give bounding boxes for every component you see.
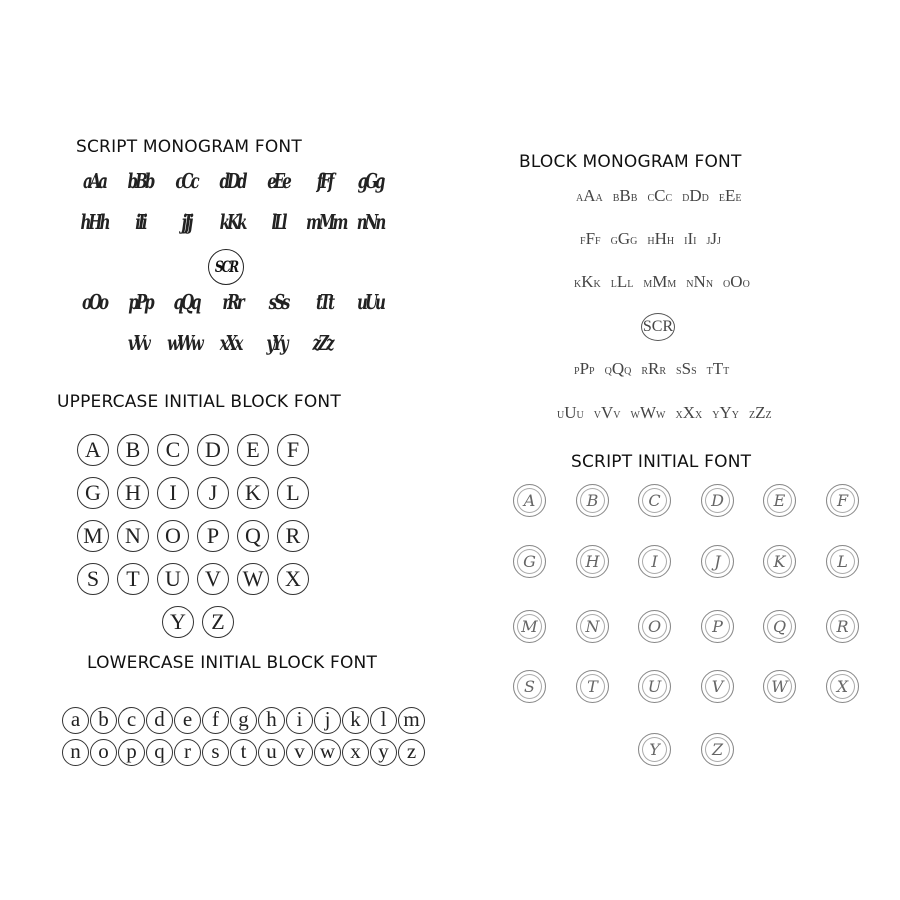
uppercase-letter-circle: X: [277, 563, 309, 595]
script-initial-circle: X: [826, 670, 859, 703]
block-monogram-glyph: [682, 186, 709, 206]
block-monogram-row: [580, 229, 721, 249]
script-initial-circle: A: [513, 484, 546, 517]
monogram-glyph: kKk: [219, 209, 245, 235]
block-monogram-letter: S: [681, 359, 692, 378]
script-initial-circle: O: [638, 610, 671, 643]
block-monogram-letter: H: [647, 236, 655, 247]
block-monogram-row: [576, 186, 741, 206]
uppercase-letter-circle: K: [237, 477, 269, 509]
lowercase-row: [62, 739, 425, 766]
script-monogram-title: SCRIPT MONOGRAM FONT: [76, 137, 302, 157]
block-monogram-letter: D: [701, 193, 709, 204]
monogram-glyph: rRr: [222, 289, 242, 315]
block-monogram-letter: J: [706, 236, 711, 247]
block-monogram-letter: B: [630, 193, 638, 204]
monogram-glyph: bBb: [127, 168, 153, 194]
uppercase-row: [77, 477, 309, 509]
script-initial-title: SCRIPT INITIAL FONT: [571, 452, 752, 472]
script-initial-circle: D: [701, 484, 734, 517]
block-monogram-letter: K: [593, 279, 601, 290]
lowercase-letter-circle: p: [118, 739, 145, 766]
monogram-glyph: cCc: [175, 168, 197, 194]
block-monogram-letter: R: [641, 366, 649, 377]
block-monogram-letter: I: [693, 236, 697, 247]
block-monogram-letter: P: [579, 359, 590, 378]
uppercase-letter-circle: Q: [237, 520, 269, 552]
monogram-glyph: jJj: [181, 209, 191, 235]
block-monogram-letter: V: [593, 410, 601, 421]
lowercase-letter-circle: c: [118, 707, 145, 734]
block-monogram-letter: T: [706, 366, 713, 377]
block-monogram-glyph: [686, 272, 713, 292]
uppercase-row: [162, 606, 234, 638]
block-monogram-letter: M: [643, 279, 653, 290]
block-monogram-letter: F: [580, 236, 586, 247]
block-monogram-glyph: [684, 229, 696, 249]
uppercase-row: [77, 520, 309, 552]
block-monogram-sample-circle: [641, 313, 675, 341]
block-monogram-glyph: [594, 403, 621, 423]
block-monogram-letter: S: [676, 366, 682, 377]
block-monogram-glyph: [647, 186, 672, 206]
block-monogram-letter: Y: [712, 410, 720, 421]
block-monogram-letter: D: [682, 193, 690, 204]
block-monogram-letter: R: [659, 366, 667, 377]
script-initial-circle: E: [763, 484, 796, 517]
uppercase-letter-circle: C: [157, 434, 189, 466]
block-monogram-letter: L: [627, 279, 634, 290]
monogram-glyph: sSs: [268, 289, 288, 315]
lowercase-block-title: LOWERCASE INITIAL BLOCK FONT: [87, 653, 378, 673]
block-monogram-letter: P: [574, 366, 580, 377]
monogram-glyph: eEe: [267, 168, 289, 194]
script-initial-circle: N: [576, 610, 609, 643]
uppercase-block-title: UPPERCASE INITIAL BLOCK FONT: [57, 392, 341, 412]
lowercase-letter-circle: m: [398, 707, 425, 734]
script-initial-circle: P: [701, 610, 734, 643]
lowercase-letter-circle: g: [230, 707, 257, 734]
lowercase-letter-circle: f: [202, 707, 229, 734]
lowercase-letter-circle: q: [146, 739, 173, 766]
block-monogram-letter: W: [630, 410, 640, 421]
block-monogram-letter: Q: [611, 359, 625, 378]
uppercase-letter-circle: Z: [202, 606, 234, 638]
block-monogram-letter: H: [654, 229, 667, 248]
monogram-glyph: lLl: [271, 209, 285, 235]
block-monogram-letter: Y: [719, 403, 732, 422]
monogram-row: [76, 209, 388, 235]
monogram-glyph: tTt: [315, 289, 333, 315]
block-monogram-letter: Z: [748, 410, 756, 421]
uppercase-letter-circle: U: [157, 563, 189, 595]
script-initial-circle: U: [638, 670, 671, 703]
monogram-glyph: wWw: [167, 330, 201, 356]
uppercase-letter-circle: G: [77, 477, 109, 509]
block-monogram-sample-letter: S: [642, 318, 652, 335]
lowercase-letter-circle: y: [370, 739, 397, 766]
monogram-sample-text: SCR: [214, 257, 238, 277]
block-monogram-letter: H: [666, 236, 675, 247]
block-monogram-letter: Z: [755, 403, 766, 422]
block-monogram-row: [557, 403, 772, 423]
block-monogram-letter: E: [735, 193, 742, 204]
script-initial-circle: R: [826, 610, 859, 643]
block-monogram-glyph: [576, 186, 603, 206]
uppercase-letter-circle: Y: [162, 606, 194, 638]
lowercase-letter-circle: z: [398, 739, 425, 766]
block-monogram-letter: K: [574, 279, 582, 290]
script-initial-circle: V: [701, 670, 734, 703]
uppercase-letter-circle: A: [77, 434, 109, 466]
block-monogram-sample-letter: C: [651, 318, 663, 335]
block-monogram-letter: G: [610, 236, 618, 247]
monogram-glyph: dDd: [219, 168, 245, 194]
uppercase-letter-circle: J: [197, 477, 229, 509]
uppercase-letter-circle: O: [157, 520, 189, 552]
monogram-row: [76, 289, 388, 315]
lowercase-letter-circle: t: [230, 739, 257, 766]
block-monogram-letter: T: [723, 366, 730, 377]
lowercase-letter-circle: r: [174, 739, 201, 766]
script-initial-circle: T: [576, 670, 609, 703]
block-monogram-glyph: [719, 186, 742, 206]
block-monogram-title: BLOCK MONOGRAM FONT: [519, 152, 742, 172]
block-monogram-glyph: [712, 403, 739, 423]
uppercase-letter-circle: V: [197, 563, 229, 595]
block-monogram-glyph: [605, 359, 632, 379]
block-monogram-row: [574, 272, 750, 292]
script-initial-circle: B: [576, 484, 609, 517]
monogram-sample-circle: [208, 249, 244, 285]
block-monogram-glyph: [749, 403, 772, 423]
block-monogram-glyph: [723, 272, 750, 292]
block-monogram-letter: L: [616, 272, 628, 291]
block-monogram-letter: O: [742, 279, 750, 290]
block-monogram-letter: O: [723, 279, 731, 290]
block-monogram-letter: Q: [604, 366, 612, 377]
block-monogram-letter: J: [710, 229, 717, 248]
block-monogram-row: [574, 359, 729, 379]
lowercase-letter-circle: l: [370, 707, 397, 734]
lowercase-letter-circle: i: [286, 707, 313, 734]
uppercase-row: [77, 434, 309, 466]
lowercase-letter-circle: a: [62, 707, 89, 734]
lowercase-row: [62, 707, 425, 734]
script-initial-circle: W: [763, 670, 796, 703]
block-monogram-letter: V: [613, 410, 621, 421]
block-monogram-letter: I: [684, 236, 688, 247]
block-monogram-glyph: [675, 403, 702, 423]
monogram-row: [120, 330, 340, 356]
uppercase-letter-circle: P: [197, 520, 229, 552]
lowercase-letter-circle: b: [90, 707, 117, 734]
block-monogram-letter: E: [718, 193, 725, 204]
block-monogram-letter: X: [682, 403, 695, 422]
monogram-glyph: gGg: [357, 168, 383, 194]
block-monogram-letter: N: [686, 279, 694, 290]
block-monogram-letter: N: [693, 272, 706, 291]
monogram-glyph: zZz: [312, 330, 332, 356]
script-initial-circle: M: [513, 610, 546, 643]
monogram-glyph: iIi: [135, 209, 145, 235]
monogram-glyph: yYy: [266, 330, 286, 356]
monogram-row: [76, 168, 388, 194]
monogram-glyph: aAa: [82, 168, 106, 194]
block-monogram-letter: U: [576, 410, 584, 421]
block-monogram-letter: C: [647, 193, 655, 204]
block-monogram-letter: Q: [624, 366, 632, 377]
uppercase-letter-circle: T: [117, 563, 149, 595]
lowercase-letter-circle: s: [202, 739, 229, 766]
block-monogram-glyph: [631, 403, 666, 423]
block-monogram-letter: I: [687, 229, 694, 248]
uppercase-letter-circle: M: [77, 520, 109, 552]
block-monogram-letter: C: [654, 186, 666, 205]
block-monogram-glyph: [557, 403, 584, 423]
monogram-glyph: nNn: [356, 209, 384, 235]
block-monogram-glyph: [643, 272, 676, 292]
block-monogram-letter: E: [724, 186, 736, 205]
monogram-glyph: xXx: [219, 330, 241, 356]
block-monogram-glyph: [611, 229, 638, 249]
block-monogram-glyph: [676, 359, 697, 379]
script-initial-circle: Q: [763, 610, 796, 643]
block-monogram-letter: F: [585, 229, 596, 248]
script-initial-circle: J: [701, 545, 734, 578]
block-monogram-glyph: [613, 186, 638, 206]
block-monogram-letter: G: [630, 236, 638, 247]
block-monogram-letter: X: [694, 410, 703, 421]
block-monogram-letter: A: [576, 193, 584, 204]
block-monogram-letter: M: [667, 279, 677, 290]
block-monogram-letter: S: [691, 366, 697, 377]
script-initial-circle: S: [513, 670, 546, 703]
block-monogram-letter: X: [675, 410, 683, 421]
block-monogram-glyph: [706, 229, 720, 249]
monogram-glyph: mMm: [306, 209, 346, 235]
block-monogram-glyph: [580, 229, 601, 249]
uppercase-letter-circle: N: [117, 520, 149, 552]
script-initial-circle: G: [513, 545, 546, 578]
block-monogram-letter: J: [716, 236, 721, 247]
block-monogram-letter: Y: [731, 410, 739, 421]
block-monogram-letter: M: [652, 272, 668, 291]
script-initial-circle: H: [576, 545, 609, 578]
block-monogram-letter: F: [595, 236, 601, 247]
uppercase-letter-circle: F: [277, 434, 309, 466]
monogram-glyph: pPp: [128, 289, 152, 315]
block-monogram-letter: G: [617, 229, 631, 248]
script-initial-circle: C: [638, 484, 671, 517]
block-monogram-sample-letter: R: [662, 318, 674, 335]
lowercase-letter-circle: v: [286, 739, 313, 766]
block-monogram-letter: L: [610, 279, 617, 290]
lowercase-letter-circle: d: [146, 707, 173, 734]
monogram-glyph: vVv: [127, 330, 149, 356]
lowercase-letter-circle: e: [174, 707, 201, 734]
block-monogram-letter: P: [589, 366, 595, 377]
lowercase-letter-circle: x: [342, 739, 369, 766]
monogram-glyph: hHh: [80, 209, 108, 235]
block-monogram-letter: D: [689, 186, 702, 205]
uppercase-letter-circle: D: [197, 434, 229, 466]
script-initial-circle: Z: [701, 733, 734, 766]
uppercase-letter-circle: B: [117, 434, 149, 466]
uppercase-letter-circle: E: [237, 434, 269, 466]
script-initial-circle: K: [763, 545, 796, 578]
block-monogram-letter: A: [583, 186, 596, 205]
script-initial-circle: Y: [638, 733, 671, 766]
block-monogram-glyph: [611, 272, 634, 292]
uppercase-letter-circle: I: [157, 477, 189, 509]
block-monogram-letter: K: [581, 272, 594, 291]
block-monogram-letter: N: [705, 279, 714, 290]
block-monogram-glyph: [574, 272, 601, 292]
monogram-glyph: oOo: [81, 289, 107, 315]
script-initial-circle: F: [826, 484, 859, 517]
block-monogram-glyph: [641, 359, 666, 379]
block-monogram-letter: A: [595, 193, 603, 204]
uppercase-row: [77, 563, 309, 595]
block-monogram-letter: C: [665, 193, 673, 204]
block-monogram-glyph: [707, 359, 730, 379]
uppercase-letter-circle: W: [237, 563, 269, 595]
block-monogram-letter: U: [557, 410, 565, 421]
lowercase-letter-circle: j: [314, 707, 341, 734]
block-monogram-letter: V: [600, 403, 614, 422]
monogram-glyph: fFf: [316, 168, 332, 194]
uppercase-letter-circle: L: [277, 477, 309, 509]
lowercase-letter-circle: u: [258, 739, 285, 766]
lowercase-letter-circle: n: [62, 739, 89, 766]
lowercase-letter-circle: h: [258, 707, 285, 734]
script-initial-circle: L: [826, 545, 859, 578]
block-monogram-glyph: [574, 359, 595, 379]
block-monogram-letter: Z: [765, 410, 772, 421]
monogram-glyph: uUu: [357, 289, 383, 315]
lowercase-letter-circle: k: [342, 707, 369, 734]
lowercase-letter-circle: w: [314, 739, 341, 766]
block-monogram-letter: B: [612, 193, 620, 204]
uppercase-letter-circle: S: [77, 563, 109, 595]
block-monogram-letter: O: [730, 272, 743, 291]
script-initial-circle: I: [638, 545, 671, 578]
block-monogram-letter: T: [712, 359, 724, 378]
block-monogram-letter: W: [639, 403, 656, 422]
uppercase-letter-circle: R: [277, 520, 309, 552]
block-monogram-letter: R: [648, 359, 660, 378]
block-monogram-letter: W: [656, 410, 666, 421]
uppercase-letter-circle: H: [117, 477, 149, 509]
monogram-glyph: qQq: [173, 289, 199, 315]
block-monogram-letter: U: [564, 403, 577, 422]
lowercase-letter-circle: o: [90, 739, 117, 766]
block-monogram-glyph: [647, 229, 674, 249]
block-monogram-letter: B: [619, 186, 631, 205]
